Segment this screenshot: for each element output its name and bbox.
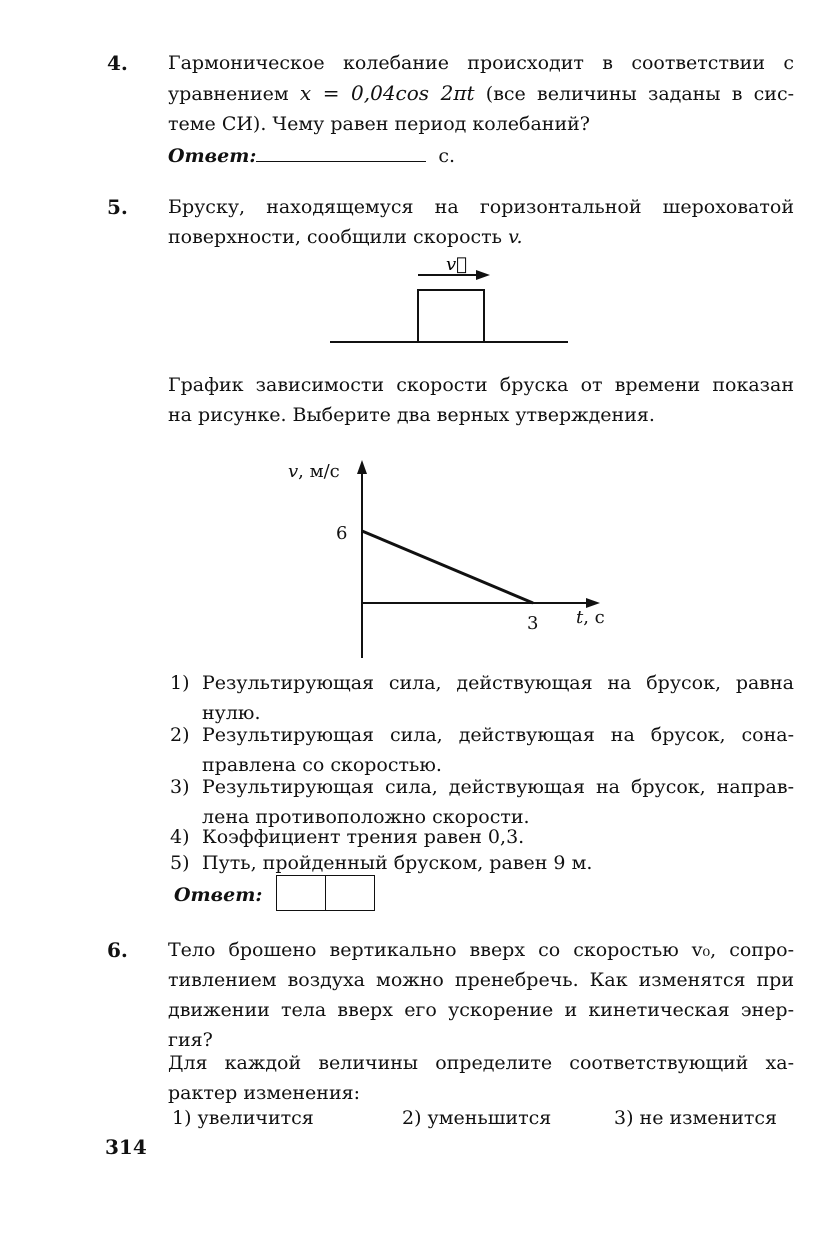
option-text: Результирующая сила, действующая на брусок, направ- лена противоположно скорости. (202, 776, 794, 828)
question-6-number: 6. (107, 938, 128, 962)
q6-line-2: тивлением воздуха можно пренебречь. Как изменятся при (168, 969, 794, 991)
option-number: 4) (170, 826, 190, 848)
y-axis-arrow (357, 460, 367, 474)
option-text: Коэффициент трения равен 0,3. (202, 826, 525, 848)
velocity-series-line (362, 531, 533, 603)
q6-line-6: рактер изменения: (168, 1082, 360, 1104)
velocity-time-chart (270, 450, 630, 665)
q4-formula: x = 0,04cos 2πt (299, 81, 475, 105)
answer-cell-1[interactable] (276, 875, 326, 911)
q4-answer-label: Ответ: (168, 145, 257, 167)
q4-answer-row (168, 141, 455, 171)
q5-line-4: на рисунке. Выберите два верных утверждения. (168, 404, 655, 426)
question-5-number: 5. (107, 195, 128, 219)
option-text: Путь, пройденный бруском, равен 9 м. (202, 852, 593, 874)
q6-line-1: Тело брошено вертикально вверх со скоростью v₀, сопро- (168, 939, 794, 961)
q5-answer-label: Ответ: (174, 884, 263, 906)
question-5-intro (168, 192, 794, 252)
y-axis-label: v, м/с (288, 461, 340, 482)
option-number: 3) (170, 776, 190, 798)
q6-line-5: Для каждой величины определите соответствующий ха- (168, 1052, 794, 1074)
answer-cell-2[interactable] (325, 875, 375, 911)
question-6-instruction (168, 1048, 794, 1108)
velocity-arrow-head (476, 270, 490, 280)
velocity-vector-label: v⃗ (446, 254, 467, 275)
question-4-text (168, 48, 794, 139)
q6-choice-3: 3) не изменится (614, 1107, 778, 1129)
x-axis-label: t, с (576, 607, 605, 628)
option-number: 5) (170, 852, 190, 874)
q6-line-3: движении тела вверх его ускорение и кинетическая энер- (168, 999, 794, 1021)
option-text: Результирующая сила, действующая на брусок, сона- правлена со скоростью. (202, 724, 794, 776)
q4-line-1: Гармоническое колебание происходит в соответствии с (168, 52, 794, 74)
q6-choice-1: 1) увеличится (172, 1107, 314, 1129)
q6-line-4: гия? (168, 1029, 213, 1051)
question-6-text (168, 935, 794, 1055)
q4-answer-field[interactable] (256, 141, 426, 162)
question-5-text (168, 370, 794, 430)
question-4-number: 4. (107, 51, 128, 75)
option-text: Результирующая сила, действующая на брусок, равна нулю. (202, 672, 794, 724)
x-tick-label: 3 (527, 613, 539, 634)
option-number: 2) (170, 724, 190, 746)
q4-line-2: уравнением x = 0,04cos 2πt (все величины заданы в сис- (168, 81, 795, 105)
q6-choice-2: 2) уменьшится (402, 1107, 552, 1129)
page-number: 314 (105, 1135, 147, 1159)
q4-line-3: теме СИ). Чему равен период колебаний? (168, 113, 590, 135)
block (418, 290, 484, 342)
q4-answer-unit: с. (438, 145, 456, 167)
option-number: 1) (170, 672, 190, 694)
block-figure (320, 248, 580, 350)
q5-line-3: График зависимости скорости бруска от времени показан (168, 374, 794, 396)
y-tick-label: 6 (336, 523, 348, 544)
q5-line-1: Бруску, находящемуся на горизонтальной шероховатой (168, 196, 794, 218)
q5-line-2: поверхности, сообщили скорость v. (168, 226, 523, 248)
